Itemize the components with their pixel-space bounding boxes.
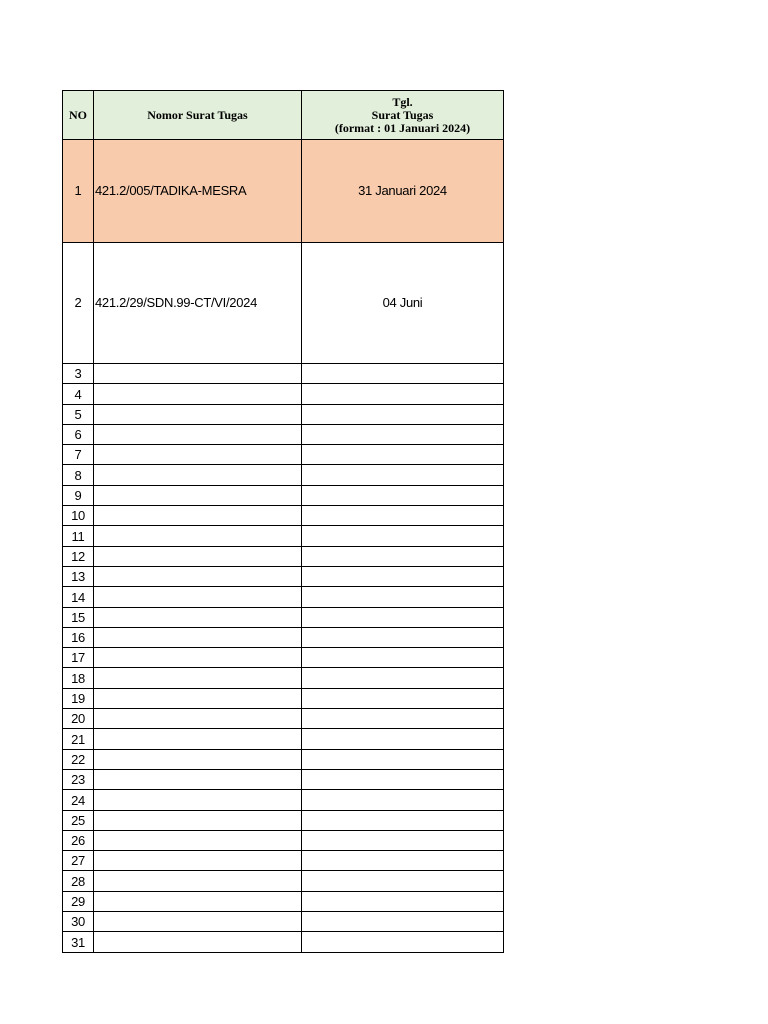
cell-no[interactable]: 27 — [63, 851, 94, 871]
cell-no[interactable]: 13 — [63, 566, 94, 586]
cell-nomor-surat-tugas[interactable] — [94, 587, 302, 607]
table-row — [63, 384, 504, 404]
cell-no[interactable]: 25 — [63, 810, 94, 830]
cell-no[interactable]: 1 — [63, 140, 94, 243]
cell-nomor-surat-tugas[interactable] — [94, 932, 302, 952]
table-row — [63, 465, 504, 485]
cell-tgl-surat-tugas[interactable] — [302, 506, 504, 526]
cell-tgl-surat-tugas[interactable] — [302, 851, 504, 871]
cell-tgl-surat-tugas[interactable] — [302, 546, 504, 566]
cell-tgl-surat-tugas[interactable] — [302, 871, 504, 891]
cell-nomor-surat-tugas[interactable] — [94, 912, 302, 932]
cell-nomor-surat-tugas[interactable] — [94, 526, 302, 546]
cell-tgl-surat-tugas[interactable] — [302, 709, 504, 729]
cell-nomor-surat-tugas[interactable] — [94, 810, 302, 830]
cell-no[interactable]: 17 — [63, 648, 94, 668]
table-row — [63, 140, 504, 243]
cell-tgl-surat-tugas[interactable] — [302, 465, 504, 485]
table-row — [63, 891, 504, 911]
cell-nomor-surat-tugas[interactable] — [94, 668, 302, 688]
table-row — [63, 932, 504, 952]
cell-tgl-surat-tugas[interactable] — [302, 688, 504, 708]
table-row — [63, 668, 504, 688]
cell-nomor-surat-tugas[interactable] — [94, 424, 302, 444]
table-row — [63, 790, 504, 810]
cell-tgl-surat-tugas[interactable] — [302, 627, 504, 647]
cell-no[interactable]: 21 — [63, 729, 94, 749]
cell-no[interactable]: 28 — [63, 871, 94, 891]
cell-nomor-surat-tugas[interactable] — [94, 729, 302, 749]
cell-no[interactable]: 10 — [63, 506, 94, 526]
cell-nomor-surat-tugas[interactable] — [94, 749, 302, 769]
cell-nomor-surat-tugas[interactable] — [94, 891, 302, 911]
cell-no[interactable]: 19 — [63, 688, 94, 708]
cell-nomor-surat-tugas[interactable] — [94, 485, 302, 505]
table-row — [63, 566, 504, 586]
table-row — [63, 364, 504, 384]
header-row — [63, 91, 504, 140]
cell-no[interactable]: 20 — [63, 709, 94, 729]
table-header — [63, 91, 504, 140]
cell-nomor-surat-tugas[interactable] — [94, 790, 302, 810]
header-tgl-surat-tugas[interactable] — [302, 91, 504, 140]
cell-tgl-surat-tugas[interactable] — [302, 445, 504, 465]
cell-tgl-surat-tugas[interactable]: 04 Juni — [302, 243, 504, 364]
cell-no[interactable]: 22 — [63, 749, 94, 769]
header-tgl-line3: (format : 01 Januari 2024) — [334, 120, 471, 135]
cell-tgl-surat-tugas[interactable] — [302, 932, 504, 952]
cell-nomor-surat-tugas[interactable] — [94, 364, 302, 384]
cell-tgl-surat-tugas[interactable] — [302, 485, 504, 505]
cell-nomor-surat-tugas[interactable] — [94, 688, 302, 708]
table-row — [63, 506, 504, 526]
cell-no[interactable]: 31 — [63, 932, 94, 952]
cell-tgl-surat-tugas[interactable] — [302, 668, 504, 688]
cell-no[interactable]: 4 — [63, 384, 94, 404]
cell-no[interactable]: 12 — [63, 546, 94, 566]
cell-tgl-surat-tugas[interactable] — [302, 384, 504, 404]
cell-no[interactable]: 26 — [63, 830, 94, 850]
cell-tgl-surat-tugas[interactable] — [302, 526, 504, 546]
table-row — [63, 830, 504, 850]
cell-no[interactable]: 7 — [63, 445, 94, 465]
cell-nomor-surat-tugas[interactable] — [94, 830, 302, 850]
cell-nomor-surat-tugas[interactable] — [94, 384, 302, 404]
cell-nomor-surat-tugas[interactable] — [94, 607, 302, 627]
cell-tgl-surat-tugas[interactable] — [302, 607, 504, 627]
cell-tgl-surat-tugas[interactable] — [302, 424, 504, 444]
table-row — [63, 769, 504, 789]
cell-nomor-surat-tugas[interactable] — [94, 871, 302, 891]
cell-no[interactable]: 15 — [63, 607, 94, 627]
table-row — [63, 424, 504, 444]
cell-nomor-surat-tugas[interactable] — [94, 465, 302, 485]
table-row — [63, 749, 504, 769]
header-nomor-surat-tugas[interactable]: Nomor Surat Tugas — [94, 91, 302, 140]
cell-no[interactable]: 6 — [63, 424, 94, 444]
cell-nomor-surat-tugas[interactable] — [94, 709, 302, 729]
cell-tgl-surat-tugas[interactable] — [302, 810, 504, 830]
cell-no[interactable]: 18 — [63, 668, 94, 688]
cell-tgl-surat-tugas[interactable] — [302, 769, 504, 789]
table-row — [63, 243, 504, 364]
table-row — [63, 445, 504, 465]
cell-tgl-surat-tugas[interactable] — [302, 729, 504, 749]
header-tgl-line1: Tgl. — [392, 94, 413, 109]
cell-tgl-surat-tugas[interactable] — [302, 648, 504, 668]
cell-nomor-surat-tugas[interactable]: 421.2/005/TADIKA-MESRA — [94, 140, 302, 243]
cell-tgl-surat-tugas[interactable] — [302, 404, 504, 424]
table-row — [63, 587, 504, 607]
cell-nomor-surat-tugas[interactable] — [94, 627, 302, 647]
table-row — [63, 485, 504, 505]
table-row — [63, 729, 504, 749]
surat-tugas-table — [62, 90, 504, 953]
cell-no[interactable]: 16 — [63, 627, 94, 647]
table-row — [63, 709, 504, 729]
cell-no[interactable]: 30 — [63, 912, 94, 932]
cell-no[interactable]: 3 — [63, 364, 94, 384]
table-row — [63, 912, 504, 932]
table-row — [63, 607, 504, 627]
cell-no[interactable]: 14 — [63, 587, 94, 607]
cell-tgl-surat-tugas[interactable] — [302, 912, 504, 932]
cell-no[interactable]: 8 — [63, 465, 94, 485]
cell-nomor-surat-tugas[interactable] — [94, 566, 302, 586]
cell-tgl-surat-tugas[interactable] — [302, 749, 504, 769]
cell-no[interactable]: 23 — [63, 769, 94, 789]
table-row — [63, 627, 504, 647]
cell-nomor-surat-tugas[interactable] — [94, 769, 302, 789]
cell-no[interactable]: 2 — [63, 243, 94, 364]
cell-nomor-surat-tugas[interactable] — [94, 648, 302, 668]
cell-tgl-surat-tugas[interactable] — [302, 364, 504, 384]
cell-tgl-surat-tugas[interactable] — [302, 790, 504, 810]
cell-nomor-surat-tugas[interactable] — [94, 546, 302, 566]
table-row — [63, 404, 504, 424]
cell-tgl-surat-tugas[interactable] — [302, 587, 504, 607]
cell-tgl-surat-tugas[interactable]: 31 Januari 2024 — [302, 140, 504, 243]
cell-no[interactable]: 24 — [63, 790, 94, 810]
cell-tgl-surat-tugas[interactable] — [302, 566, 504, 586]
cell-nomor-surat-tugas[interactable] — [94, 404, 302, 424]
cell-no[interactable]: 11 — [63, 526, 94, 546]
table-row — [63, 648, 504, 668]
table-row — [63, 851, 504, 871]
table-row — [63, 526, 504, 546]
table-body — [63, 140, 504, 953]
cell-nomor-surat-tugas[interactable] — [94, 851, 302, 871]
cell-nomor-surat-tugas[interactable] — [94, 506, 302, 526]
cell-no[interactable]: 5 — [63, 404, 94, 424]
cell-tgl-surat-tugas[interactable] — [302, 891, 504, 911]
table-row — [63, 546, 504, 566]
table-row — [63, 688, 504, 708]
cell-no[interactable]: 29 — [63, 891, 94, 911]
cell-tgl-surat-tugas[interactable] — [302, 830, 504, 850]
cell-nomor-surat-tugas[interactable]: 421.2/29/SDN.99-CT/VI/2024 — [94, 243, 302, 364]
cell-no[interactable]: 9 — [63, 485, 94, 505]
cell-nomor-surat-tugas[interactable] — [94, 445, 302, 465]
header-no[interactable]: NO — [63, 91, 94, 140]
header-tgl-line2: Surat Tugas — [371, 107, 434, 122]
table-row — [63, 810, 504, 830]
table-row — [63, 871, 504, 891]
